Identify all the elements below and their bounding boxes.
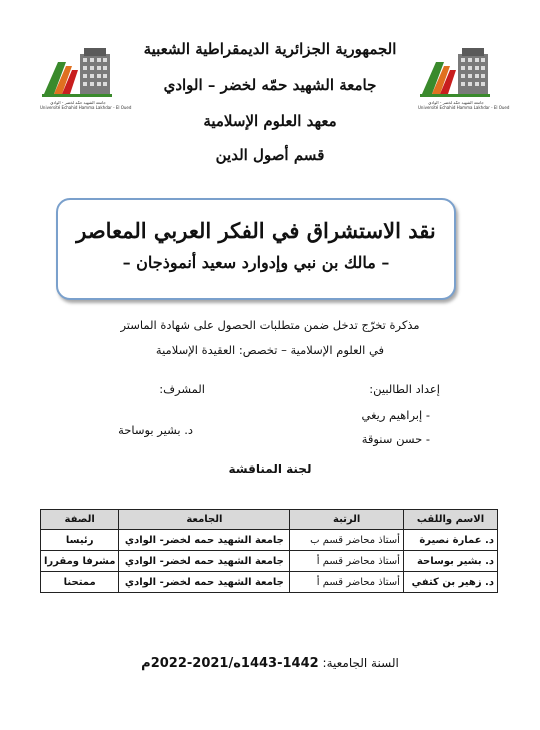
table-row xyxy=(41,551,498,572)
table-row xyxy=(41,572,498,593)
member-university: جامعة الشهيد حمه لخضر- الوادي xyxy=(119,530,290,551)
member-name: د. عمارة نصيرة xyxy=(403,530,497,551)
logo-caption-french: Université Echahid Hamma Lakhdar - El Oued xyxy=(40,105,132,110)
member-rank: أستاذ محاضر قسم ب xyxy=(290,530,404,551)
university-heading: جامعة الشهيد حمّه لخضر – الوادي xyxy=(163,76,377,94)
header-rank: الرتبة xyxy=(290,510,404,530)
header-university: الجامعة xyxy=(119,510,290,530)
table-header-row xyxy=(41,510,498,530)
supervisor-label: المشرف: xyxy=(159,382,205,396)
logo-caption-french: Université Echahid Hamma Lakhdar - El Oued xyxy=(418,105,510,110)
member-university: جامعة الشهيد حمه لخضر- الوادي xyxy=(119,551,290,572)
member-rank: أستاذ محاضر قسم أ xyxy=(290,551,404,572)
logo-caption-arabic: جامعة الشهيد حمّه لخضر - الوادي xyxy=(50,100,106,105)
committee-title: لجنة المناقشة xyxy=(228,462,312,476)
republic-heading: الجمهورية الجزائرية الديمقراطية الشعبية xyxy=(143,40,397,58)
logo-caption-arabic: جامعة الشهيد حمّه لخضر - الوادي xyxy=(428,100,484,105)
member-role: رئيسا xyxy=(41,530,119,551)
member-role: مشرفا ومقررا xyxy=(41,551,119,572)
member-rank: أستاذ محاضر قسم أ xyxy=(290,572,404,593)
student-name-1: - إبراهيم ريغي xyxy=(361,408,430,422)
committee-table xyxy=(40,509,498,593)
thesis-title: نقد الاستشراق في الفكر العربي المعاصر xyxy=(76,218,436,243)
member-name: د. زهير بن كتفي xyxy=(403,572,497,593)
member-role: ممتحنا xyxy=(41,572,119,593)
header-role: الصفة xyxy=(41,510,119,530)
table-row xyxy=(41,530,498,551)
thesis-description-line2: في العلوم الإسلامية – تخصص: العقيدة الإسلامية xyxy=(155,343,385,357)
member-name: د. بشير بوساحة xyxy=(403,551,497,572)
academic-year-value: 1442-1443ه/2021-2022م xyxy=(141,656,319,671)
thesis-subtitle: – مالك بن نبي وإدوارد سعيد أنموذجان – xyxy=(122,253,390,272)
supervisor-name: د. بشير بوساحة xyxy=(118,423,193,437)
institute-heading: معهد العلوم الإسلامية xyxy=(203,112,337,130)
academic-year xyxy=(100,656,440,671)
member-university: جامعة الشهيد حمه لخضر- الوادي xyxy=(119,572,290,593)
header-name: الاسم واللقب xyxy=(403,510,497,530)
academic-year-label: السنة الجامعية: xyxy=(322,656,399,670)
department-heading: قسم أصول الدين xyxy=(215,146,325,164)
student-name-2: - حسن سنوقة xyxy=(361,432,430,446)
students-label: إعداد الطالبين: xyxy=(369,382,440,396)
thesis-title-box xyxy=(56,198,456,300)
thesis-description-line1: مذكرة تخرّج تدخل ضمن متطلبات الحصول على شهادة الماستر xyxy=(120,318,420,332)
